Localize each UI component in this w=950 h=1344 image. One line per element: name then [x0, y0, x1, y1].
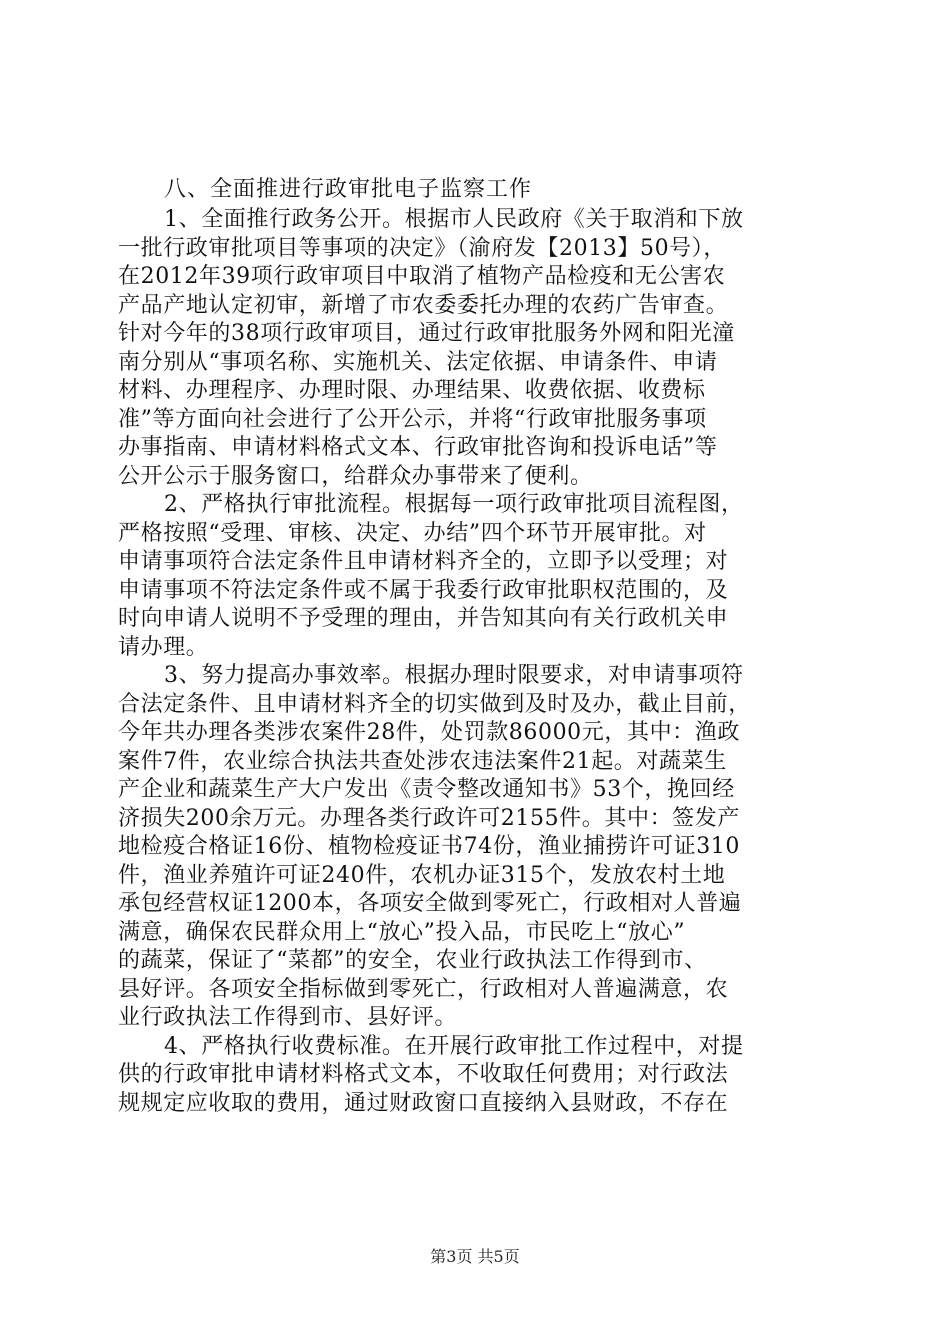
paragraph-line: 针对今年的38项行政审项目，通过行政审批服务外网和阳光潼: [118, 321, 735, 346]
paragraph-line: 的蔬菜，保证了“菜都”的安全，农业行政执法工作得到市、: [118, 948, 707, 973]
paragraph-line: 时向申请人说明不予受理的理由，并告知其向有关行政机关申: [118, 606, 729, 631]
paragraph-line: 1、全面推行政务公开。根据市人民政府《关于取消和下放: [164, 207, 744, 232]
paragraph-line: 南分别从“事项名称、实施机关、法定依据、申请条件、申请: [118, 349, 718, 375]
paragraph-line: 济损失200余万元。办理各类行政许可2155件。其中：签发产: [118, 805, 740, 831]
paragraph-line: 供的行政审批申请材料格式文本，不收取任何费用；对行政法: [118, 1062, 729, 1087]
paragraph-line: 2、严格执行审批流程。根据每一项行政审批项目流程图，: [164, 492, 744, 517]
paragraph-line: 业行政执法工作得到市、县好评。: [118, 1005, 458, 1030]
paragraph-line: 案件7件，农业综合执法共查处涉农违法案件21起。对蔬菜生: [118, 748, 727, 774]
paragraph-line: 材料、办理程序、办理时限、办理结果、收费依据、收费标: [118, 378, 706, 403]
paragraph-line: 地检疫合格证16份、植物检疫证书74份，渔业捕捞许可证310: [118, 834, 740, 859]
document-body: [118, 176, 832, 1118]
paragraph-line: 承包经营权证1200本，各项安全做到零死亡，行政相对人普遍: [118, 891, 742, 916]
paragraph-line: 公开公示于服务窗口，给群众办事带来了便利。: [118, 463, 593, 489]
paragraph-line: 一批行政审批项目等事项的决定》（渝府发【2013】50号），: [118, 235, 726, 261]
paragraph-line: 产品产地认定初审，新增了市农委委托办理的农药广告审查。: [118, 292, 729, 318]
paragraph-line: 请办理。: [118, 634, 209, 660]
paragraph-line: 县好评。各项安全指标做到零死亡，行政相对人普遍满意，农: [118, 976, 729, 1002]
paragraph-line: 今年共办理各类涉农案件28件，处罚款86000元，其中：渔政: [118, 720, 740, 745]
page-footer: 第3页 共5页: [430, 1247, 520, 1266]
paragraph-line: 准”等方面向社会进行了公开公示，并将“行政审批服务事项: [118, 406, 707, 432]
paragraph-line: 申请事项符合法定条件且申请材料齐全的，立即予以受理；对: [118, 549, 729, 574]
section-heading: 八、全面推进行政审批电子监察工作: [164, 177, 533, 202]
paragraph-line: 办事指南、申请材料格式文本、行政审批咨询和投诉电话”等: [118, 435, 718, 460]
paragraph-line: 满意，确保农民群众用上“放心”投入品，市民吃上“放心”: [118, 919, 686, 945]
paragraph-line: 严格按照“受理、审核、决定、办结”四个环节开展审批。对: [118, 520, 707, 546]
paragraph-line: 件，渔业养殖许可证240件，农机办证315个，发放农村土地: [118, 862, 726, 888]
paragraph-line: 合法定条件、且申请材料齐全的切实做到及时及办，截止目前，: [118, 691, 751, 717]
paragraph-line: 规规定应收取的费用，通过财政窗口直接纳入县财政，不存在: [118, 1090, 729, 1116]
paragraph-line: 产企业和蔬菜生产大户发出《责令整改通知书》53个，挽回经: [118, 777, 735, 802]
paragraph-line: 4、严格执行收费标准。在开展行政审批工作过程中，对提: [164, 1033, 744, 1059]
paragraph-line: 申请事项不符法定条件或不属于我委行政审批职权范围的，及: [118, 577, 729, 603]
paragraph-line: 在2012年39项行政审项目中取消了植物产品检疫和无公害农: [118, 264, 726, 289]
paragraph-line: 3、努力提高办事效率。根据办理时限要求，对申请事项符: [164, 663, 744, 688]
